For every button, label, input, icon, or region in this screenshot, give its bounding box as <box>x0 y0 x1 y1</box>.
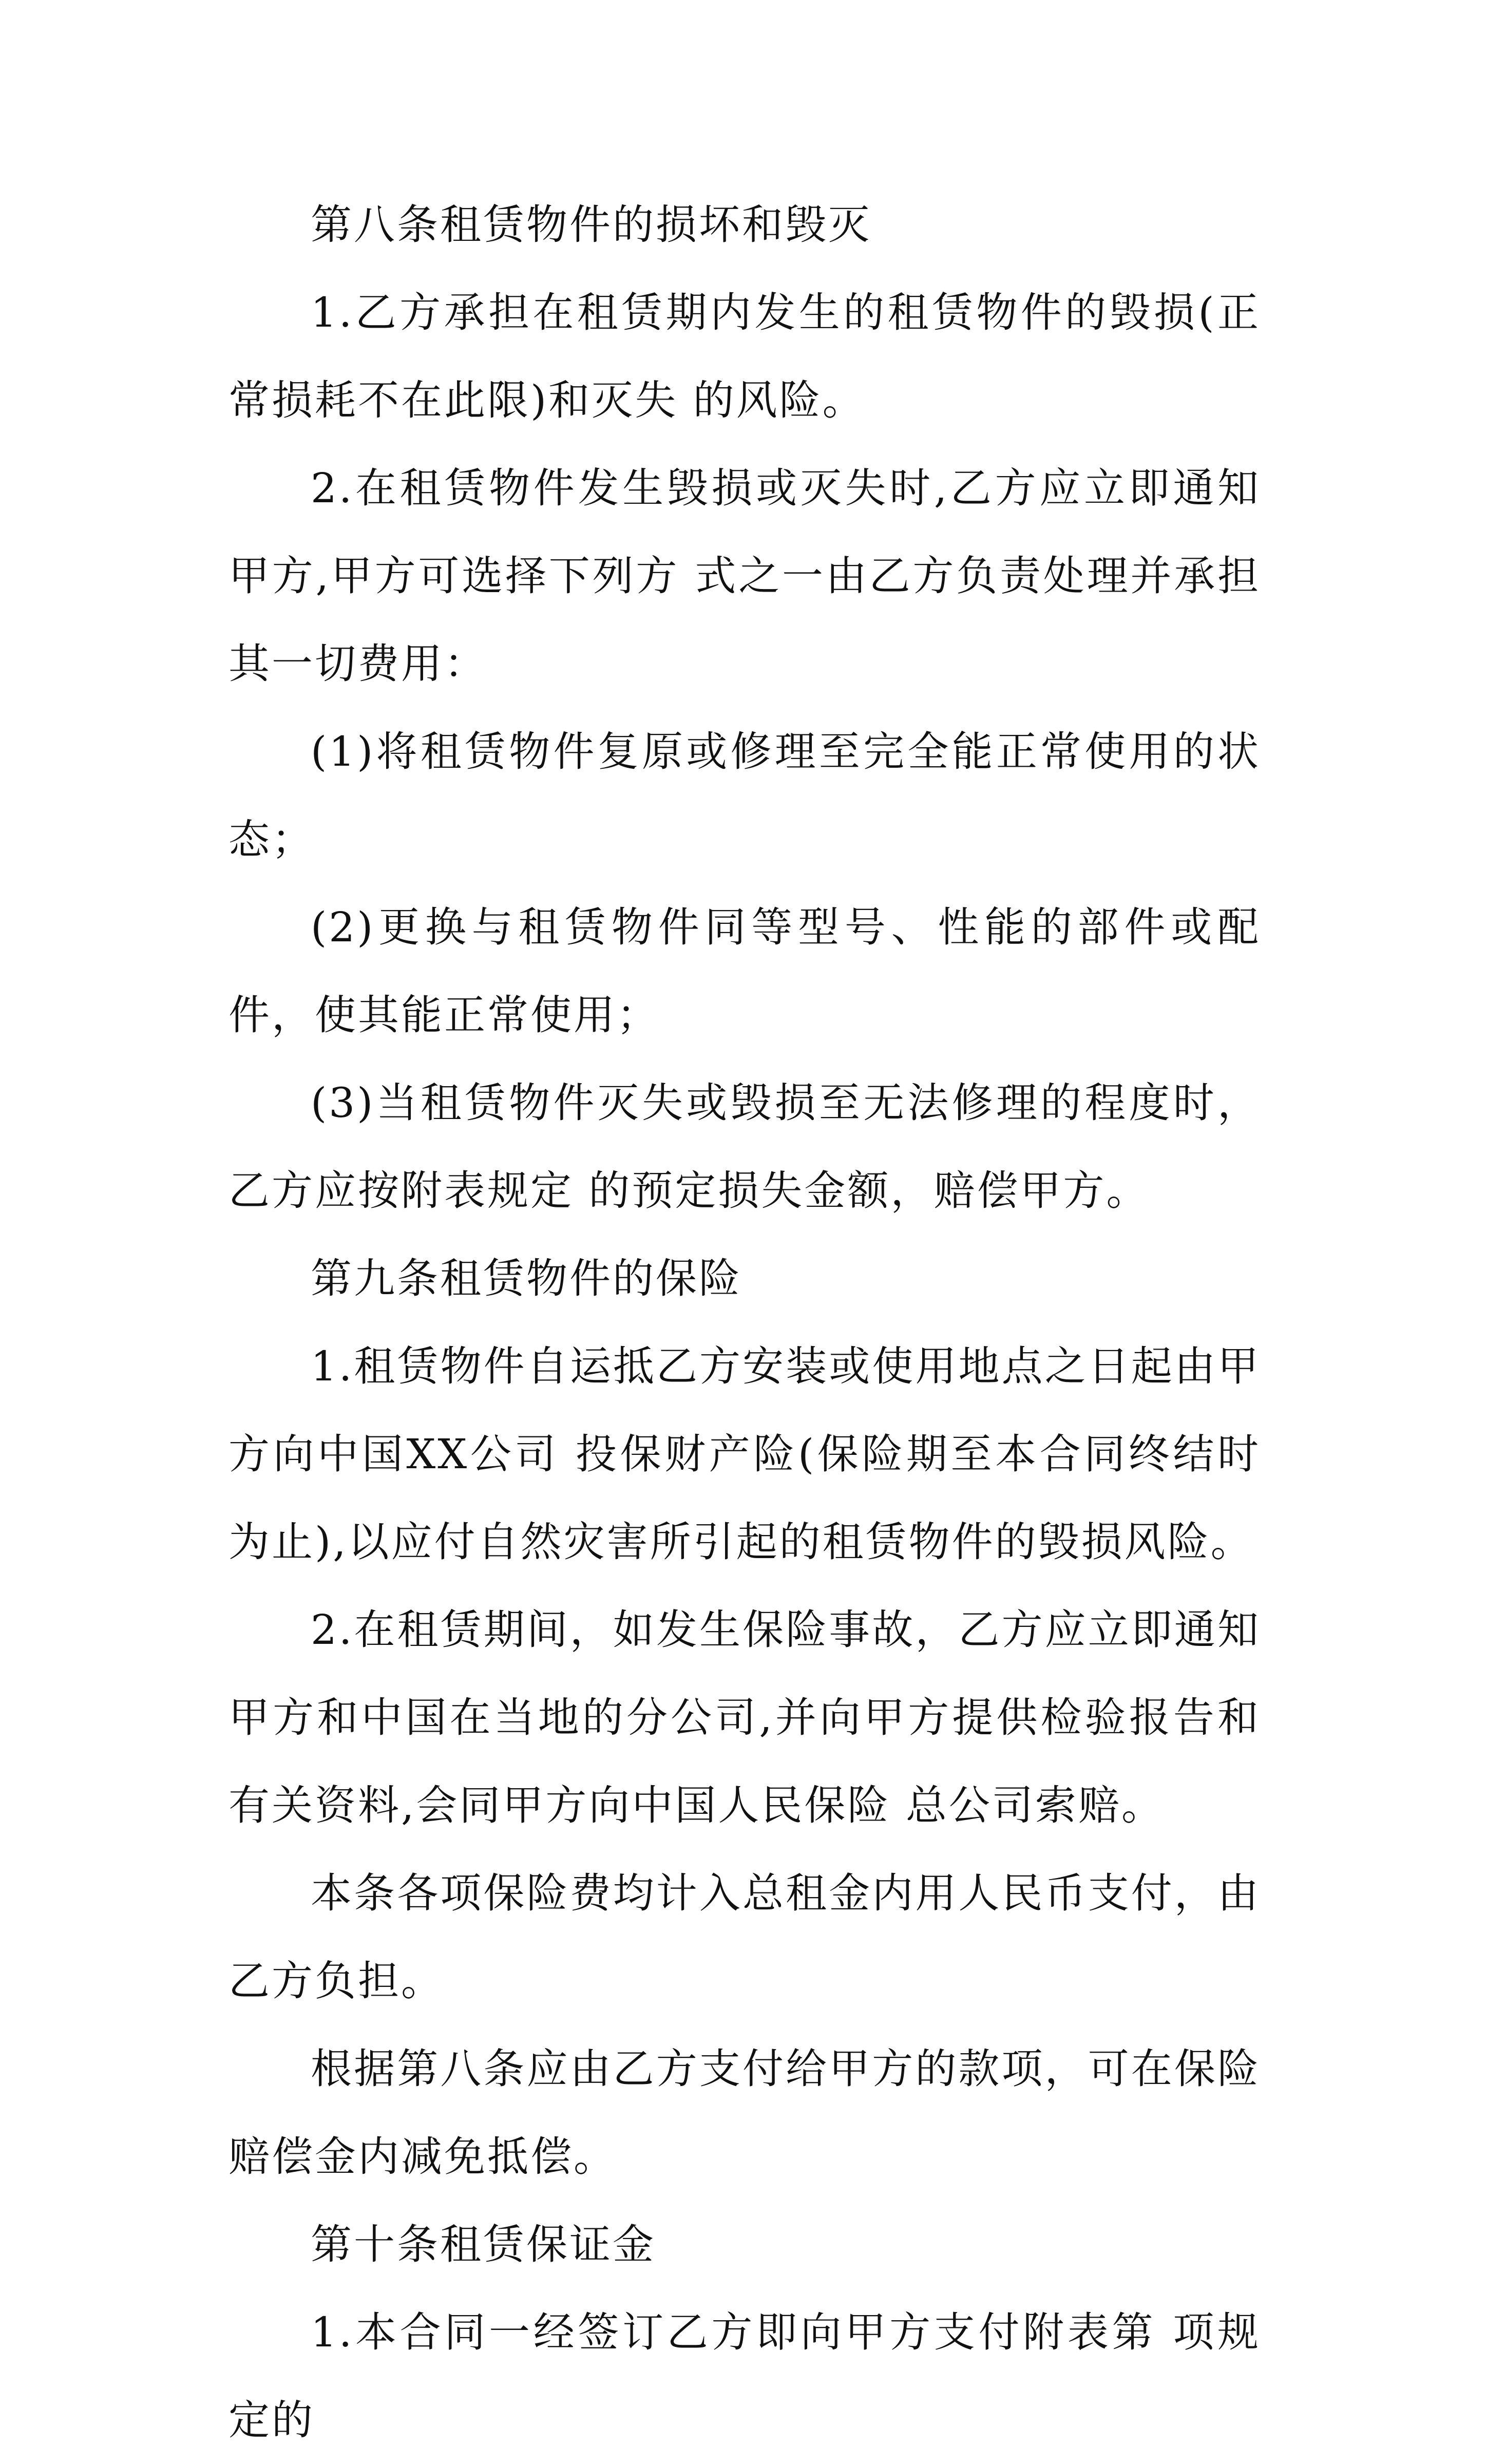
article-10-heading: 第十条租赁保证金 <box>311 2221 656 2268</box>
article-8-clause-2: 2.在租赁物件发生毁损或灭失时,乙方应立即通知甲方,甲方可选择下列方 式之一由乙方负责处理并承担其一切费用： <box>228 464 1261 688</box>
article-9-heading: 第九条租赁物件的保险 <box>311 1255 742 1302</box>
article-8-clause-1: 1.乙方承担在租赁期内发生的租赁物件的毁损(正常损耗不在此限)和灭失 的风险。 <box>228 289 1261 424</box>
document-body <box>228 181 1261 2464</box>
article-8-heading: 第八条租赁物件的损坏和毁灭 <box>311 201 871 249</box>
article-8-option-3: (3)当租赁物件灭失或毁损至无法修理的程度时，乙方应按附表规定 的预定损失金额，赔偿甲方。 <box>228 1079 1261 1215</box>
article-9-clause-1: 1.租赁物件自运抵乙方安装或使用地点之日起由甲方向中国XX公司 投保财产险(保险期至本合同终结时为止),以应付自然灾害所引起的租赁物件的毁损风险。 <box>228 1342 1261 1566</box>
article-9-offset-note: 根据第八条应由乙方支付给甲方的款项，可在保险赔偿金内减免抵偿。 <box>228 2045 1261 2181</box>
article-8-option-2: (2)更换与租赁物件同等型号、性能的部件或配件，使其能正常使用； <box>228 903 1261 1039</box>
article-9-premium-note: 本条各项保险费均计入总租金内用人民币支付，由乙方负担。 <box>228 1869 1261 2005</box>
article-10-clause-1: 1.本合同一经签订乙方即向甲方支付附表第 项规定的 <box>228 2308 1261 2444</box>
article-8-option-1: (1)将租赁物件复原或修理至完全能正常使用的状态； <box>228 728 1261 863</box>
article-9-clause-2: 2.在租赁期间，如发生保险事故，乙方应立即通知甲方和中国在当地的分公司,并向甲方提供检验报告和有关资料,会同甲方向中国人民保险 总公司索赔。 <box>228 1606 1261 1829</box>
